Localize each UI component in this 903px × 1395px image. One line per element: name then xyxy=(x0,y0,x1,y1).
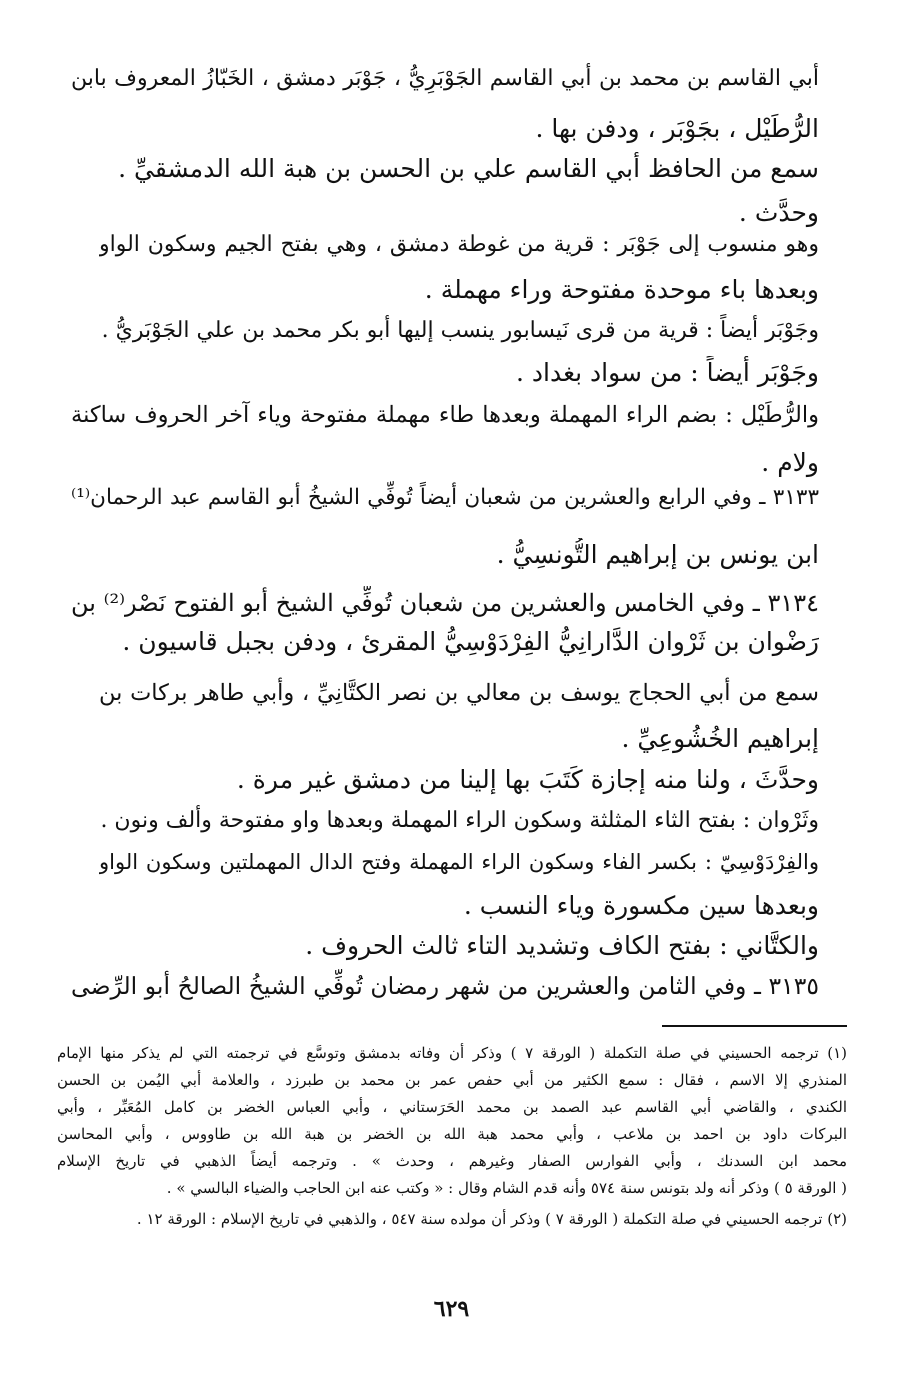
body-line: رَضْوان بن ثَرْوان الدَّارانِيُّ الفِرْدَوْسِيُّ المقرئ ، ودفن بجبل قاسيون . xyxy=(122,627,819,656)
body-line: أبي القاسم بن محمد بن أبي القاسم الجَوْبَرِيُّ ، جَوْبَر دمشق ، الخَبّازُ المعروف بابن xyxy=(71,66,819,91)
body-line: وبعدها باء موحدة مفتوحة وراء مهملة . xyxy=(424,275,819,304)
body-line: وحدَّثَ ، ولنا منه إجازة كَتَبَ بها إلينا من دمشق غير مرة . xyxy=(236,765,819,794)
entry-heading-3133: ٣١٣٣ ـ وفي الرابع والعشرين من شعبان أيضاً تُوفِّي الشيخُ أبو القاسم عبد الرحمان⁽¹⁾ xyxy=(71,485,819,510)
body-line: الرُّطَيْل ، بجَوْبَر ، ودفن بها . xyxy=(535,114,819,143)
footnote-separator xyxy=(662,1025,847,1027)
body-line: وثَرْوان : بفتح الثاء المثلثة وسكون الراء المهملة وبعدها واو مفتوحة وألف ونون . xyxy=(100,808,819,833)
entry-heading-3134: ٣١٣٤ ـ وفي الخامس والعشرين من شعبان تُوفِّي الشيخ أبو الفتوح نَصْر⁽²⁾ بن xyxy=(71,589,819,617)
body-line: وجَوْبَر أيضاً : من سواد بغداد . xyxy=(515,358,819,387)
footnote-line: البركات داود بن احمد بن ملاعب ، وأبي محمد هبة الله بن الخضر بن هبة الله بن طاووس ، وأبي المحاسن xyxy=(57,1125,847,1143)
footnote-line: محمد ابن السدنك ، وأبي الفوارس الصفار وغيرهم ، وحدث » . وترجمه أيضاً الذهبي في تاريخ الإسلام xyxy=(57,1152,847,1170)
body-line: ولام . xyxy=(761,448,819,477)
footnote-line: ( الورقة ٥ ) وذكر أنه ولد بتونس سنة ٥٧٤ وأنه قدم الشام وقال : « وكتب عنه ابن الحاجب والضياء البالسي » . xyxy=(166,1179,847,1197)
body-line: إبراهيم الخُشُوعِيِّ . xyxy=(621,724,819,753)
footnote-line: المنذري إلا الاسم ، فقال : سمع الكثير من أبي حفص عمر بن محمد بن طبرزد ، والعلامة أبي اليُمن بن الحسن xyxy=(57,1071,847,1089)
body-line: والرُّطَيْل : بضم الراء المهملة وبعدها طاء مهملة مفتوحة وياء آخر الحروف ساكنة xyxy=(71,402,819,428)
page-number: ٦٢٩ xyxy=(433,1296,470,1322)
footnote-line: (٢) ترجمه الحسيني في صلة التكملة ( الورقة ٧ ) وذكر أن مولده سنة ٥٤٧ ، والذهبي في تاريخ الإسلام : الورقة ١٢ . xyxy=(136,1210,847,1228)
footnote-line: الكندي ، والقاضي أبي القاسم عبد الصمد بن محمد الحَرَستاني ، وأبي العباس الخضر بن كامل المُعَبِّر ، وأبي xyxy=(57,1098,847,1116)
body-line: سمع من الحافظ أبي القاسم علي بن الحسن بن هبة الله الدمشقيِّ . xyxy=(118,154,819,183)
body-line: ابن يونس بن إبراهيم التُّونسِيُّ . xyxy=(496,540,819,569)
footnote-line: (١) ترجمه الحسيني في صلة التكملة ( الورقة ٧ ) وذكر أن وفاته بدمشق وتوسَّع في ترجمته التي لم يذكر منها الإمام xyxy=(57,1044,847,1062)
body-line: وجَوْبَر أيضاً : قرية من قرى نَيسابور ينسب إليها أبو بكر محمد بن علي الجَوْبَريُّ . xyxy=(101,318,819,343)
entry-heading-3135: ٣١٣٥ ـ وفي الثامن والعشرين من شهر رمضان تُوفِّي الشيخُ الصالحُ أبو الرِّضى xyxy=(71,972,819,1000)
body-line: وحدَّث . xyxy=(738,198,819,227)
body-line: وبعدها سين مكسورة وياء النسب . xyxy=(463,891,819,920)
body-line: والفِرْدَوْسِيّ : بكسر الفاء وسكون الراء المهملة وفتح الدال المهملتين وسكون الواو xyxy=(99,850,819,874)
body-line: وهو منسوب إلى جَوْبَر : قرية من غوطة دمشق ، وهي بفتح الجيم وسكون الواو xyxy=(99,232,819,257)
body-line: والكتَّاني : بفتح الكاف وتشديد التاء ثالث الحروف . xyxy=(305,931,819,960)
body-line: سمع من أبي الحجاج يوسف بن معالي بن نصر الكتَّانِيِّ ، وأبي طاهر بركات بن xyxy=(99,680,819,706)
